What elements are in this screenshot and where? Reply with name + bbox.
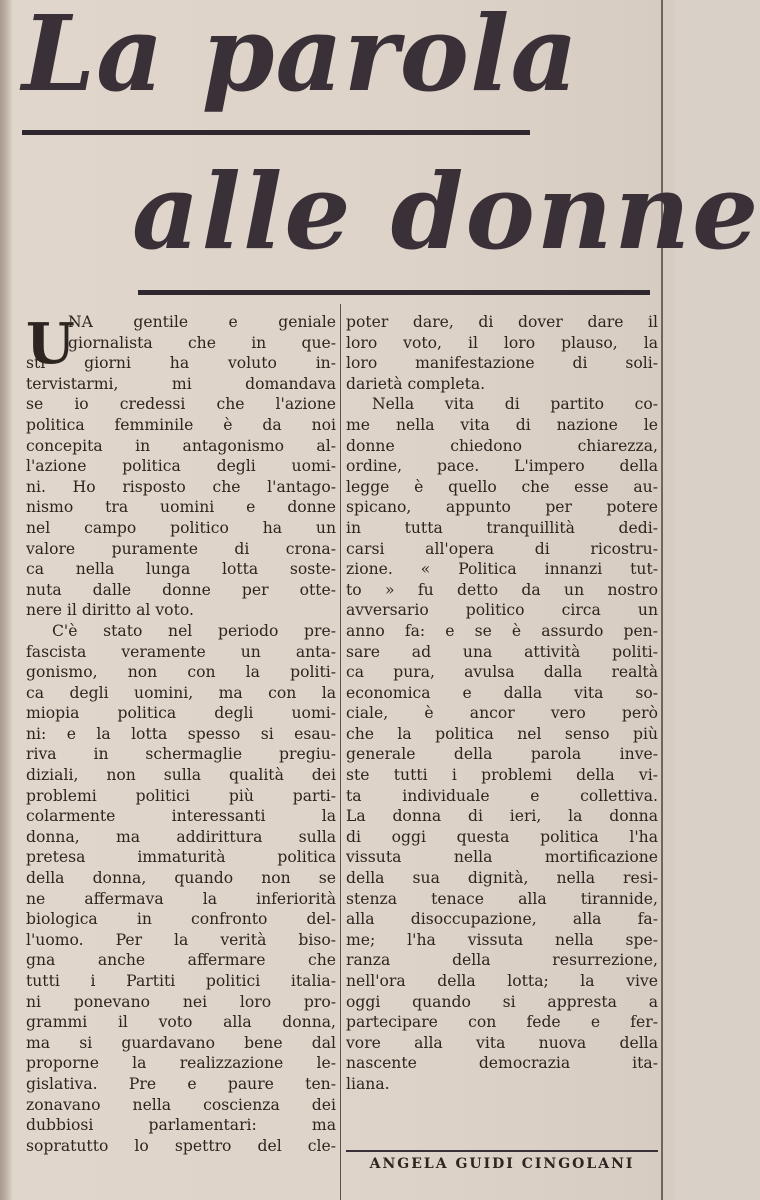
article-line: poter dare, di dover dare il <box>346 313 658 331</box>
article-line: ta individuale e collettiva. <box>346 786 658 805</box>
article-line: dubbiosi parlamentari: ma <box>26 1116 336 1135</box>
article-line: ordine, pace. L'impero della <box>346 457 658 476</box>
headline-line-1: La parola <box>22 0 579 115</box>
article-line: della donna, quando non se <box>26 869 336 888</box>
article-line: nuta dalle donne per otte- <box>26 580 336 599</box>
article-line: carsi all'opera di ricostru- <box>346 539 658 558</box>
article-line: sti giorni ha voluto in- <box>26 354 336 373</box>
headline-rule-1 <box>22 130 530 135</box>
article-line: nascente democrazia ita- <box>346 1054 658 1073</box>
article-line: gislativa. Pre e paure ten- <box>26 1074 336 1093</box>
article-line: sare ad una attività politi- <box>346 642 658 661</box>
article-column-1 <box>26 312 336 1156</box>
article-line: loro voto, il loro plauso, la <box>346 333 658 352</box>
article-line: loro manifestazione di soli- <box>346 354 658 373</box>
article-line: alla disoccupazione, alla fa- <box>346 910 658 929</box>
article-line: nismo tra uomini e donne <box>26 498 336 517</box>
article-line: miopia politica degli uomi- <box>26 704 336 723</box>
article-line: nel campo politico ha un <box>26 518 336 537</box>
article-line: tutti i Partiti politici italia- <box>26 972 336 990</box>
article-line: zione. « Politica innanzi tut- <box>346 560 658 579</box>
article-line: gonismo, non con la politi- <box>26 663 336 682</box>
article-line: della sua dignità, nella resi- <box>346 869 658 888</box>
byline-rule <box>346 1150 658 1152</box>
article-line: l'azione politica degli uomi- <box>26 457 336 476</box>
drop-cap: U <box>26 311 75 377</box>
article-line: stenza tenace alla tirannide, <box>346 889 658 908</box>
article-line: legge è quello che esse au- <box>346 477 658 496</box>
article-line: politica femminile è da noi <box>26 415 336 434</box>
article-line: proporne la realizzazione le- <box>26 1054 336 1073</box>
article-line: valore puramente di crona- <box>26 539 336 558</box>
article-line: biologica in confronto del- <box>26 910 336 929</box>
article-line: concepita in antagonismo al- <box>26 436 336 455</box>
article-line: oggi quando si appresta a <box>346 992 658 1011</box>
article-line: ste tutti i problemi della vi- <box>346 766 658 785</box>
article-column-2 <box>346 312 658 1095</box>
article-line: me nella vita di nazione le <box>346 415 658 434</box>
article-line: ma si guardavano bene dal <box>26 1033 336 1052</box>
article-line: fascista veramente un anta- <box>26 642 336 661</box>
dropcap-lines <box>26 312 336 353</box>
article-line: donne chiedono chiarezza, <box>346 436 658 455</box>
article-line: riva in schermaglie pregiu- <box>26 745 336 764</box>
article-line: ranza della resurrezione, <box>346 951 658 970</box>
article-line: avversario politico circa un <box>346 601 658 620</box>
article-line: to » fu detto da un nostro <box>346 580 658 599</box>
headline-line-2: alle donne <box>132 150 760 273</box>
article-line: giornalista che in que- <box>68 333 336 352</box>
article-line: grammi il voto alla donna, <box>26 1013 336 1032</box>
article-line: C'è stato nel periodo pre- <box>52 621 336 640</box>
article-line: ni: e la lotta spesso si esau- <box>26 724 336 743</box>
article-line: tervistarmi, mi domandava <box>26 374 336 393</box>
article-line: sopratutto lo spettro del cle- <box>26 1136 336 1155</box>
headline-rule-2 <box>138 290 650 295</box>
article-line: liana. <box>346 1074 390 1093</box>
article-line: ca pura, avulsa dalla realtà <box>346 663 658 682</box>
article-line: in tutta tranquillità dedi- <box>346 518 658 537</box>
article-line: donna, ma addirittura sulla <box>26 827 336 846</box>
article-line: anno fa: e se è assurdo pen- <box>346 621 658 640</box>
article-line: nere il diritto al voto. <box>26 601 194 620</box>
article-line: NA gentile e geniale <box>68 313 336 331</box>
column-divider <box>340 304 341 1200</box>
article-line: darietà completa. <box>346 374 486 393</box>
article-line: ciale, è ancor vero però <box>346 704 658 723</box>
article-line: vore alla vita nuova della <box>346 1033 658 1052</box>
article-line: partecipare con fede e fer- <box>346 1013 658 1032</box>
article-line: Nella vita di partito co- <box>372 395 658 414</box>
article-line: l'uomo. Per la verità biso- <box>26 930 336 949</box>
article-line: La donna di ieri, la donna <box>346 807 658 826</box>
article-line: di oggi questa politica l'ha <box>346 827 658 846</box>
article-line: ca nella lunga lotta soste- <box>26 560 336 579</box>
article-line: che la politica nel senso più <box>346 724 658 743</box>
article-line: ne affermava la inferiorità <box>26 889 336 908</box>
page-edge-shadow <box>0 0 12 1200</box>
article-line: ca degli uomini, ma con la <box>26 683 336 702</box>
article-line: problemi politici più parti- <box>26 786 336 805</box>
author-byline: ANGELA GUIDI CINGOLANI <box>369 1156 635 1172</box>
article-line: generale della parola inve- <box>346 745 658 764</box>
article-line: nell'ora della lotta; la vive <box>346 972 658 990</box>
article-line: colarmente interessanti la <box>26 807 336 826</box>
article-line: ni ponevano nei loro pro- <box>26 992 336 1011</box>
article-line: me; l'ha vissuta nella spe- <box>346 930 658 949</box>
article-line: economica e dalla vita so- <box>346 683 658 702</box>
article-line: diziali, non sulla qualità dei <box>26 766 336 785</box>
article-line: pretesa immaturità politica <box>26 848 336 867</box>
article-line: vissuta nella mortificazione <box>346 848 658 867</box>
article-line: gna anche affermare che <box>26 951 336 970</box>
article-line: spicano, appunto per potere <box>346 498 658 517</box>
article-line: zonavano nella coscienza dei <box>26 1095 336 1114</box>
article-line: se io credessi che l'azione <box>26 395 336 414</box>
article-line: ni. Ho risposto che l'antago- <box>26 477 336 496</box>
